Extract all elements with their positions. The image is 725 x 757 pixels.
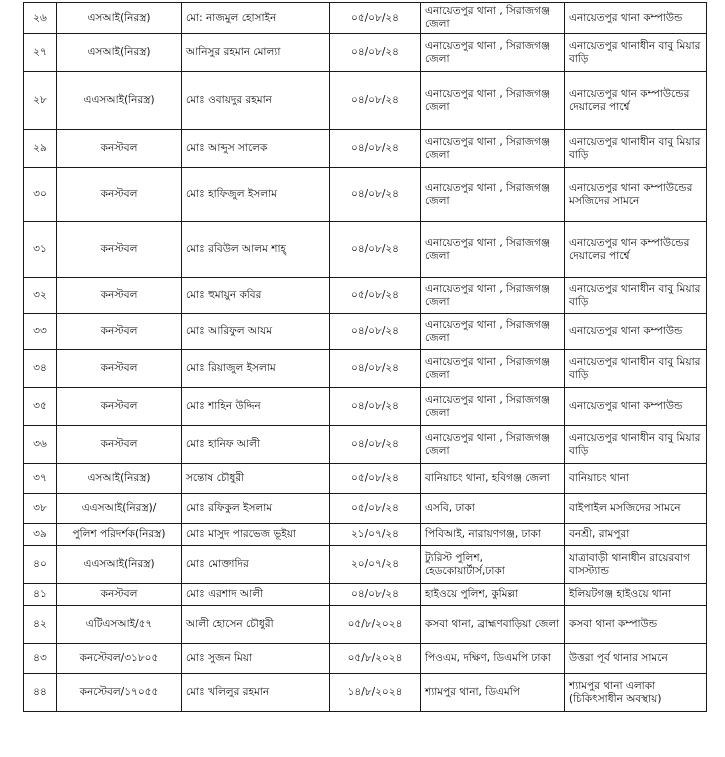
serial-number-cell: ৪২ xyxy=(24,606,57,644)
location-cell: বাইপাইল মসজিদের সামনে xyxy=(565,494,707,524)
date-cell: ২১/০৭/২৪ xyxy=(330,524,421,546)
date-cell: ০৪/০৮/২৪ xyxy=(330,130,421,168)
serial-number-cell: ৩৫ xyxy=(24,388,57,426)
unit-cell: এসবি, ঢাকা xyxy=(421,494,565,524)
location-cell: বানিয়াচং থানা xyxy=(565,464,707,494)
serial-number-cell: ২৮ xyxy=(24,72,57,130)
rank-cell: পুলিশ পরিদর্শক(নিরস্ত্র) xyxy=(57,524,182,546)
rank-cell: কনস্টবল xyxy=(57,426,182,464)
rank-cell: এটিএসআই/৫৭ xyxy=(57,606,182,644)
table-row xyxy=(24,72,707,130)
serial-number-cell: ৩৯ xyxy=(24,524,57,546)
location-cell: এনায়েতপুর থানা কম্পাউন্ড xyxy=(565,388,707,426)
table-row xyxy=(24,3,707,34)
rank-cell: এসআই(নিরস্ত্র) xyxy=(57,464,182,494)
table-row xyxy=(24,278,707,314)
person-name-cell: মোঃ আরিফুল আযম xyxy=(182,314,330,350)
table-row xyxy=(24,168,707,222)
person-name-cell: মোঃ হানিফ আলী xyxy=(182,426,330,464)
date-cell: ০৫/০৮/২৪ xyxy=(330,278,421,314)
location-cell: কসবা থানা কম্পাউন্ড xyxy=(565,606,707,644)
table-row xyxy=(24,426,707,464)
location-cell: এনায়েতপুর থানা কম্পাউন্ডের মসজিদের সামনে xyxy=(565,168,707,222)
unit-cell: এনায়েতপুর থানা , সিরাজগঞ্জ জেলা xyxy=(421,388,565,426)
date-cell: ১৪/৮/২০২৪ xyxy=(330,674,421,712)
serial-number-cell: ২৯ xyxy=(24,130,57,168)
table-row xyxy=(24,350,707,388)
date-cell: ০৪/০৮/২৪ xyxy=(330,34,421,72)
date-cell: ২০/০৭/২৪ xyxy=(330,546,421,584)
location-cell: বনশ্রী, রামপুরা xyxy=(565,524,707,546)
table-row xyxy=(24,584,707,606)
date-cell: ০৪/০৮/২৪ xyxy=(330,72,421,130)
person-name-cell: মোঃ এরশাদ আলী xyxy=(182,584,330,606)
serial-number-cell: ৩১ xyxy=(24,222,57,278)
location-cell: এনায়েতপুর থানাধীন বাবু মিয়ার বাড়ি xyxy=(565,278,707,314)
location-cell: এনায়েতপুর থানা কম্পাউন্ড xyxy=(565,314,707,350)
unit-cell: এনায়েতপুর থানা , সিরাজগঞ্জ জেলা xyxy=(421,426,565,464)
unit-cell: পিবিআই, নারায়ণগঞ্জ, ঢাকা xyxy=(421,524,565,546)
serial-number-cell: ৪৩ xyxy=(24,644,57,674)
unit-cell: এনায়েতপুর থানা , সিরাজগঞ্জ জেলা xyxy=(421,222,565,278)
location-cell: এনায়েতপুর থানাধীন বাবু মিয়ার বাড়ি xyxy=(565,350,707,388)
location-cell: এনায়েতপুর থানা কম্পাউন্ড xyxy=(565,3,707,34)
location-cell: এনায়েতপুর থান কম্পাউন্ডের দেয়ালের পার্শ্বে xyxy=(565,222,707,278)
rank-cell: কনস্টবল xyxy=(57,314,182,350)
person-name-cell: মোঃ রবিউল আলম শাহ্ xyxy=(182,222,330,278)
person-name-cell: মোঃ শাহিন উদ্দিন xyxy=(182,388,330,426)
location-cell: এনায়েতপুর থান কম্পাউন্ডের দেয়ালের পার্শ্বে xyxy=(565,72,707,130)
serial-number-cell: ৪৪ xyxy=(24,674,57,712)
rank-cell: কনস্টেবল/৩১৮০৫ xyxy=(57,644,182,674)
date-cell: ০৪/০৮/২৪ xyxy=(330,350,421,388)
serial-number-cell: ৩৭ xyxy=(24,464,57,494)
rank-cell: কনস্টবল xyxy=(57,130,182,168)
rank-cell: কনস্টেবল/১৭০৫৫ xyxy=(57,674,182,712)
person-name-cell: মোঃ সুজন মিয়া xyxy=(182,644,330,674)
rank-cell: কনস্টবল xyxy=(57,584,182,606)
person-name-cell: সন্তোষ চৌধুরী xyxy=(182,464,330,494)
location-cell: উত্তরা পূর্ব থানার সামনে xyxy=(565,644,707,674)
person-name-cell: আলী হোসেন চৌধুরী xyxy=(182,606,330,644)
person-name-cell: মোঃ মোক্তাদির xyxy=(182,546,330,584)
person-name-cell: মোঃ হাফিজুল ইসলাম xyxy=(182,168,330,222)
unit-cell: এনায়েতপুর থানা , সিরাজগঞ্জ জেলা xyxy=(421,314,565,350)
location-cell: ইলিয়টগঞ্জ হাইওয়ে থানা xyxy=(565,584,707,606)
table-row xyxy=(24,34,707,72)
rank-cell: এসআই(নিরস্ত্র) xyxy=(57,3,182,34)
date-cell: ০৪/০৮/২৪ xyxy=(330,222,421,278)
location-cell: এনায়েতপুর থানাধীন বাবু মিয়ার বাড়ি xyxy=(565,426,707,464)
serial-number-cell: ৩৮ xyxy=(24,494,57,524)
person-name-cell: মোঃ মাসুদ পারভেজ ভূইয়া xyxy=(182,524,330,546)
person-name-cell: মোঃ হুমায়ুন কবির xyxy=(182,278,330,314)
unit-cell: এনায়েতপুর থানা , সিরাজগঞ্জ জেলা xyxy=(421,3,565,34)
unit-cell: এনায়েতপুর থানা , সিরাজগঞ্জ জেলা xyxy=(421,130,565,168)
rank-cell: কনস্টবল xyxy=(57,388,182,426)
table-row xyxy=(24,674,707,712)
serial-number-cell: ৩০ xyxy=(24,168,57,222)
table-row xyxy=(24,494,707,524)
serial-number-cell: ২৭ xyxy=(24,34,57,72)
unit-cell: এনায়েতপুর থানা , সিরাজগঞ্জ জেলা xyxy=(421,350,565,388)
date-cell: ০৫/০৮/২৪ xyxy=(330,3,421,34)
rank-cell: কনস্টবল xyxy=(57,168,182,222)
unit-cell: হাইওয়ে পুলিশ, কুমিল্লা xyxy=(421,584,565,606)
table-body xyxy=(24,3,707,712)
unit-cell: কসবা থানা, ব্রাহ্মণবাড়িয়া জেলা xyxy=(421,606,565,644)
table-row xyxy=(24,546,707,584)
table-row xyxy=(24,130,707,168)
unit-cell: এনায়েতপুর থানা , সিরাজগঞ্জ জেলা xyxy=(421,34,565,72)
person-name-cell: মোঃ ওবায়দুর রহমান xyxy=(182,72,330,130)
unit-cell: শ্যামপুর থানা, ডিএমপি xyxy=(421,674,565,712)
rank-cell: এএসআই(নিরস্ত্র) xyxy=(57,72,182,130)
unit-cell: এনায়েতপুর থানা , সিরাজগঞ্জ জেলা xyxy=(421,168,565,222)
date-cell: ০৫/০৮/২৪ xyxy=(330,464,421,494)
person-name-cell: মোঃ আব্দুস সালেক xyxy=(182,130,330,168)
serial-number-cell: ৩৩ xyxy=(24,314,57,350)
table-row xyxy=(24,524,707,546)
table-row xyxy=(24,644,707,674)
serial-number-cell: ৩৬ xyxy=(24,426,57,464)
table-row xyxy=(24,606,707,644)
location-cell: যাত্রাবাড়ী থানাধীন রায়েরবাগ বাসস্ট্যান্ড xyxy=(565,546,707,584)
location-cell: এনায়েতপুর থানাধীন বাবু মিয়ার বাড়ি xyxy=(565,34,707,72)
unit-cell: পিওএম, দক্ষিণ, ডিএমপি ঢাকা xyxy=(421,644,565,674)
date-cell: ০৫/৮/২০২৪ xyxy=(330,606,421,644)
unit-cell: এনায়েতপুর থানা , সিরাজগঞ্জ জেলা xyxy=(421,72,565,130)
serial-number-cell: ২৬ xyxy=(24,3,57,34)
date-cell: ০৪/০৮/২৪ xyxy=(330,388,421,426)
person-name-cell: আনিসুর রহমান মোল্যা xyxy=(182,34,330,72)
rank-cell: কনস্টবল xyxy=(57,350,182,388)
unit-cell: এনায়েতপুর থানা , সিরাজগঞ্জ জেলা xyxy=(421,278,565,314)
location-cell: শ্যামপুর থানা এলাকা (চিকিৎসাধীন অবস্থায়) xyxy=(565,674,707,712)
table-row xyxy=(24,388,707,426)
date-cell: ০৫/৮/২০২৪ xyxy=(330,644,421,674)
date-cell: ০৪/০৮/২৪ xyxy=(330,168,421,222)
casualty-table xyxy=(23,2,707,712)
rank-cell: কনস্টবল xyxy=(57,222,182,278)
date-cell: ০৪/০৮/২৪ xyxy=(330,314,421,350)
person-name-cell: মোঃ রিয়াজুল ইসলাম xyxy=(182,350,330,388)
unit-cell: ট্যুরিস্ট পুলিশ, হেডকোয়ার্টার্স,ঢাকা xyxy=(421,546,565,584)
serial-number-cell: ৪০ xyxy=(24,546,57,584)
serial-number-cell: ৪১ xyxy=(24,584,57,606)
unit-cell: বানিয়াচং থানা, হবিগঞ্জ জেলা xyxy=(421,464,565,494)
date-cell: ০৪/০৮/২৪ xyxy=(330,426,421,464)
table-row xyxy=(24,222,707,278)
table-row xyxy=(24,464,707,494)
person-name-cell: মোঃ রফিকুল ইসলাম xyxy=(182,494,330,524)
serial-number-cell: ৩৪ xyxy=(24,350,57,388)
person-name-cell: মো: নাজমুল হোসাইন xyxy=(182,3,330,34)
location-cell: এনায়েতপুর থানাধীন বাবু মিয়ার বাড়ি xyxy=(565,130,707,168)
person-name-cell: মোঃ খলিলুর রহমান xyxy=(182,674,330,712)
rank-cell: এএসআই(নিরস্ত্র) xyxy=(57,546,182,584)
date-cell: ০৫/০৮/২৪ xyxy=(330,494,421,524)
rank-cell: কনস্টবল xyxy=(57,278,182,314)
serial-number-cell: ৩২ xyxy=(24,278,57,314)
rank-cell: এএসআই(নিরস্ত্র)/ xyxy=(57,494,182,524)
rank-cell: এসআই(নিরস্ত্র) xyxy=(57,34,182,72)
table-row xyxy=(24,314,707,350)
date-cell: ০৪/০৮/২৪ xyxy=(330,584,421,606)
